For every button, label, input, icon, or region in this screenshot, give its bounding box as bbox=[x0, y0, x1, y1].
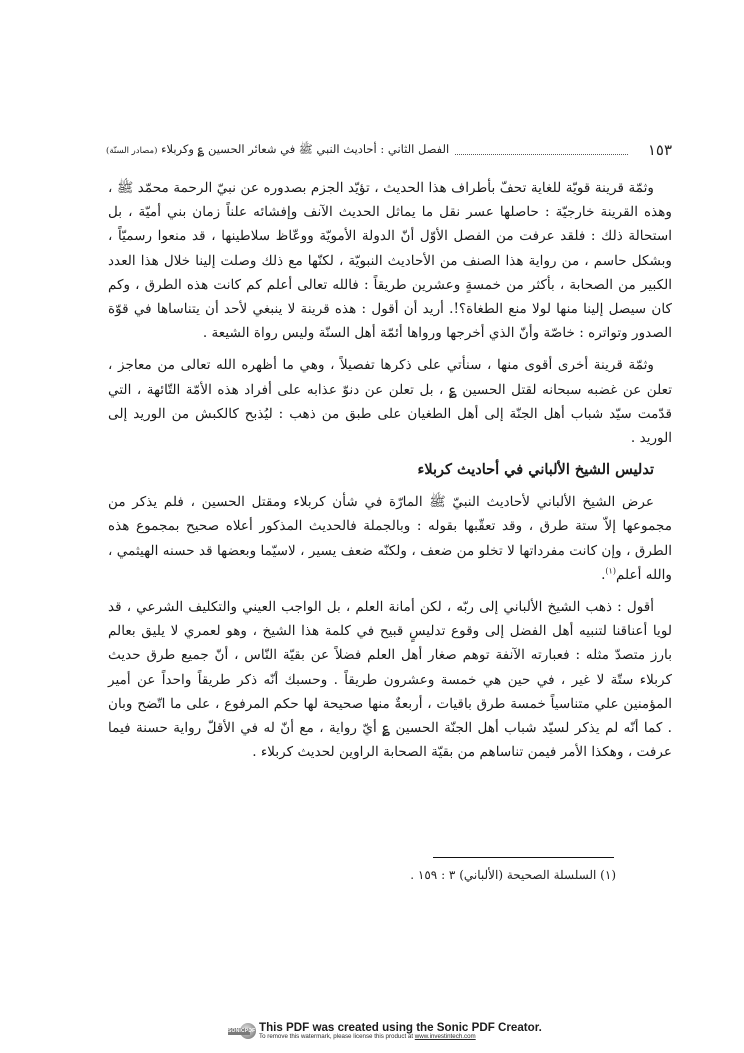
watermark-text bbox=[259, 1022, 542, 1041]
paragraph-3-end: . bbox=[601, 566, 606, 583]
watermark-license-text: To remove this watermark, please license this product at bbox=[259, 1033, 415, 1041]
sonic-pdf-logo-icon bbox=[228, 1023, 256, 1039]
watermark-license-note bbox=[259, 1034, 542, 1040]
chapter-title bbox=[106, 142, 449, 159]
footnote-reference[interactable]: (١) bbox=[605, 566, 616, 576]
paragraph-3 bbox=[108, 490, 672, 587]
header-dot-leader bbox=[455, 154, 628, 155]
body-text bbox=[108, 176, 672, 772]
watermark-title: This PDF was created using the Sonic PDF Creator. bbox=[259, 1020, 542, 1034]
chapter-subtitle: (مصادر السنّة) bbox=[106, 145, 158, 156]
footnote-divider bbox=[433, 857, 614, 858]
watermark-license-link[interactable]: www.investintech.com bbox=[414, 1033, 476, 1041]
paragraph-2: وثمّة قرينة أخرى أقوى منها ، سنأتي على ذكرها تفصيلاً ، وهي ما أظهره الله تعالى من معاجز ، تعلن عن غضبه سبحانه لقتل الحسين ؏ ، بل تعلن عن دنوّ عذابه على أفراد هذه الأمّة التّائهة ، التي قدّمت سيّد شباب أهل الجنّة إلى أهل الطغيان على طبق من ذهب : ليُذبح كالكبش من الوريد إلى الوريد . bbox=[108, 357, 672, 447]
paragraph-3-text: عرض الشيخ الألباني لأحاديث النبيّ ﷺ المارّة في شأن كربلاء ومقتل الحسين ، فلم يذكر من مجموعها إلاّ ستة طرق ، وقد تعقّبها بقوله : وبالجملة فالحديث المذكور أعلاه صحيح بمجموع هذه الطرق ، وإن كانت مفرداتها لا تخلو من ضعف ، ولكنّه ضعف يسير ، لاسيّما وبعضها قد حسنه الهيثمي ، والله أعلم bbox=[108, 494, 672, 583]
logo-label: SONICPDF bbox=[228, 1028, 256, 1034]
footnote: (١) السلسلة الصحيحة (الألباني) ٣ : ١٥٩ . bbox=[410, 868, 616, 882]
pdf-watermark bbox=[228, 1018, 542, 1044]
running-header bbox=[106, 140, 672, 160]
chapter-title-text: الفصل الثاني : أحاديث النبي ﷺ في شعائر الحسين ؏ وكربلاء bbox=[161, 141, 450, 156]
paragraph-1: وثمّة قرينة قويّة للغاية تحفّ بأطراف هذا الحديث ، تؤيّد الجزم بصدوره عن نبيّ الرحمة محمّد ﷺ ، وهذه القرينة خارجيّة : حاصلها عسر نقل ما يماثل الحديث الآنف وإفشائه علناً زمان بني أميّة ، بل استحالة ذلك : فلقد عرفت من الفصل الأوّل أنّ الدولة الأمويّة ووعّاظ سلاطينها ، قد منعوا رسميّاً ، وبشكل حاسم ، من رواية هذا الصنف من الأحاديث النبويّة ، لكنّها مع ذلك وصلت إلينا خلال هذا العدد الكبير من الصحابة ، بأكثر من خمسةٍ وعشرين طريقاً : فالله تعالى أعلم كم كانت هذه الطرق ، وكم كان سيصل إلينا منها لولا منع الطغاة؟!. أريد أن أقول : هذه قرينة لا ينبغي لأحد أن يتناساها في قوّة الصدور وتواتره : خاصّة وأنّ الذي أخرجها ورواها أئمّة أهل السنّة وليس رواة الشيعة . bbox=[108, 180, 672, 342]
section-heading: تدليس الشيخ الألباني في أحاديث كربلاء bbox=[417, 461, 654, 479]
page-number: ١٥٣ bbox=[647, 141, 672, 159]
paragraph-4: أقول : ذهب الشيخ الألباني إلى ربّه ، لكن أمانة العلم ، بل الواجب العيني والتكليف الشرعي ، قد لويا أعناقنا لتنبيه أهل الفضل إلى وقوع تدليسٍ قبيح في كلمة هذا الشيخ ، وهو لعمري لا يليق بعالم بارز متصدّ مثله : فعبارته الآنفة توهم صغار أهل العلم فضلاً عن بقيّة النّاس ، أنّ جميع طرق حديث كربلاء ستّة لا غير ، في حين هي خمسة وعشرون طريقاً . وحسبك أنّه ذكر طريقاً واحداً عن أمير المؤمنين علي متناسياً خمسة طرق باقيات ، أربعةٌ منها صحيحة لها حكم المرفوع ، على ما اتّضح وبان . كما أنّه لم يذكر لسيّد شباب أهل الجنّة الحسين ؏ أيّ رواية ، مع أنّ له في الأقلّ رواية حسنة فيما عرفت ، وهكذا الأمر فيمن تناساهم من بقيّة الصحابة الراوين لحديث كربلاء . bbox=[108, 599, 672, 761]
